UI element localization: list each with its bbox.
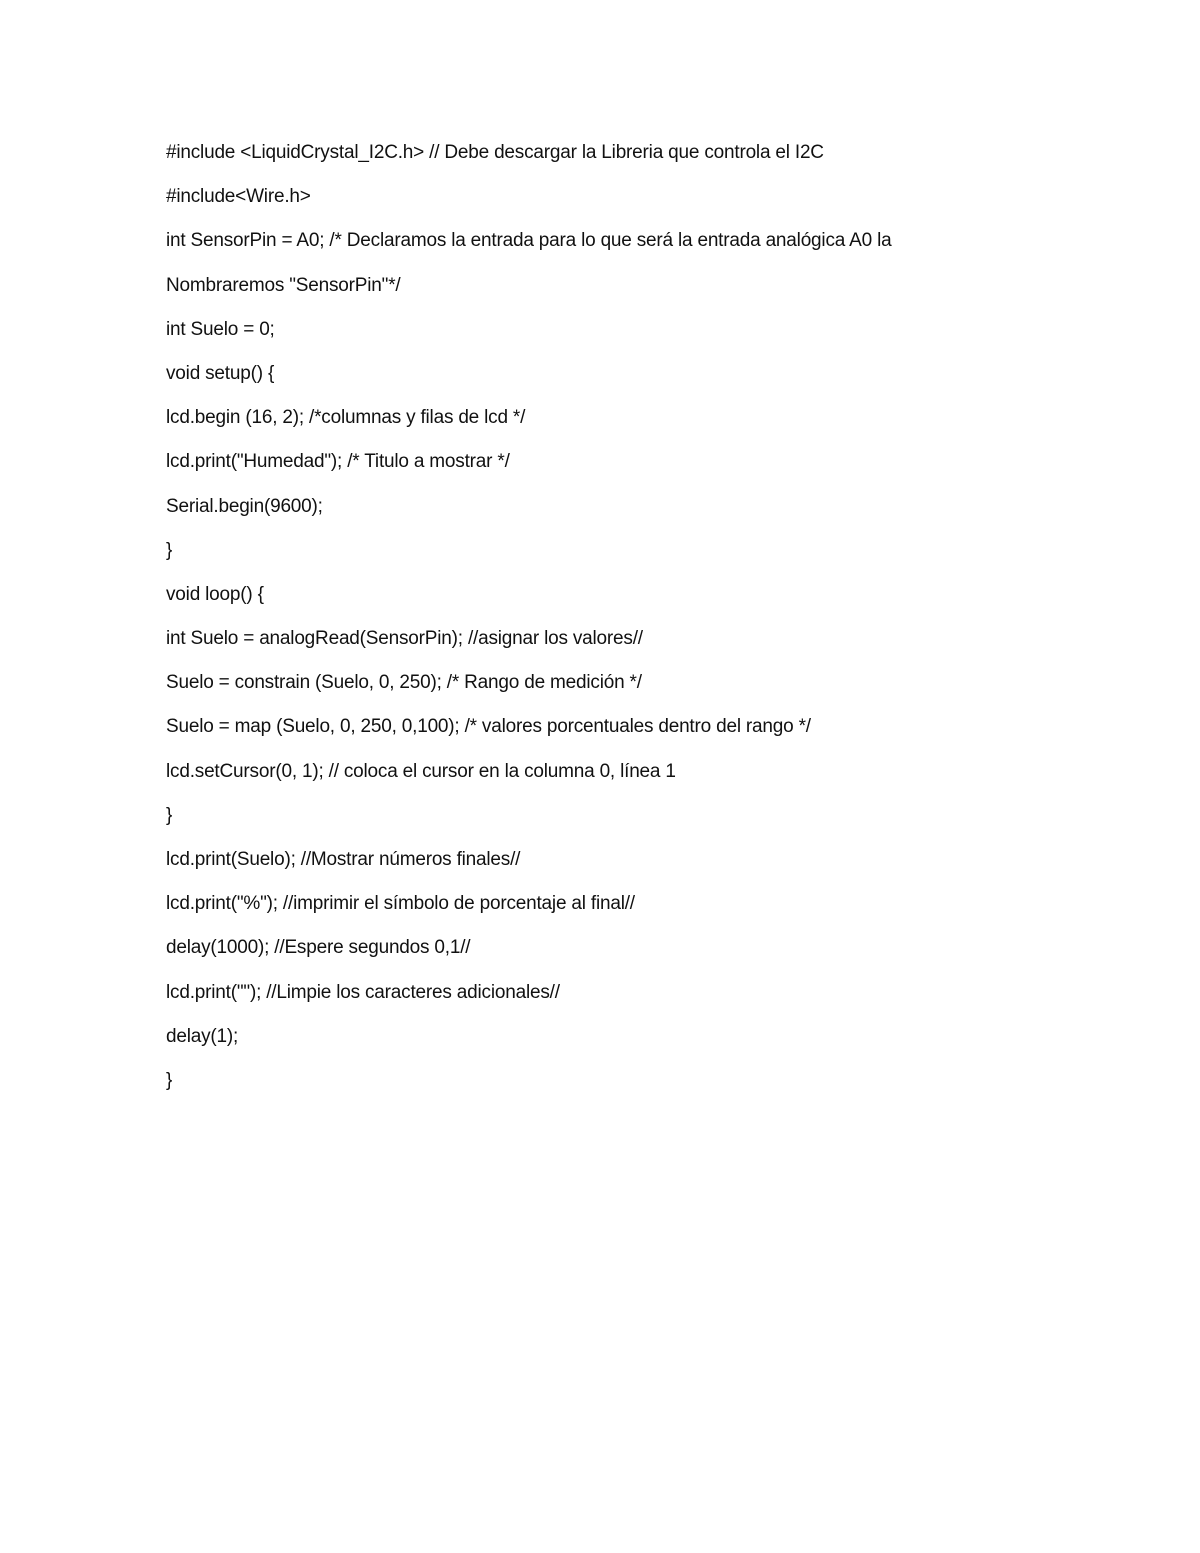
code-line-lcd-print-percent: lcd.print("%"); //imprimir el símbolo de porcentaje al final// xyxy=(166,893,635,915)
code-line-sensorpin-comment: Nombraremos "SensorPin"*/ xyxy=(166,274,401,296)
code-line-map: Suelo = map (Suelo, 0, 250, 0,100); /* valores porcentuales dentro del rango */ xyxy=(166,716,811,738)
code-line-lcd-begin: lcd.begin (16, 2); /*columnas y filas de lcd */ xyxy=(166,407,526,429)
code-line-delay-1: delay(1); xyxy=(166,1025,239,1047)
code-line-setup-open: void setup() { xyxy=(166,362,275,384)
code-line-suelo-declaration: int Suelo = 0; xyxy=(166,318,275,340)
code-line-lcd-print-clear: lcd.print(""); //Limpie los caracteres adicionales// xyxy=(166,981,560,1003)
code-line-analogread: int Suelo = analogRead(SensorPin); //asignar los valores// xyxy=(166,628,643,650)
code-line-brace-close: } xyxy=(166,804,173,826)
code-line-loop-close: } xyxy=(166,1069,173,1091)
code-line-include-liquidcrystal: #include <LiquidCrystal_I2C.h> // Debe descargar la Libreria que controla el I2C xyxy=(166,142,824,163)
code-line-constrain: Suelo = constrain (Suelo, 0, 250); /* Rango de medición */ xyxy=(166,672,642,694)
code-listing xyxy=(166,138,1146,1110)
code-line-delay-1000: delay(1000); //Espere segundos 0,1// xyxy=(166,937,471,959)
code-line-setcursor: lcd.setCursor(0, 1); // coloca el cursor en la columna 0, línea 1 xyxy=(166,760,676,782)
code-line-include-wire: #include<Wire.h> xyxy=(166,186,311,208)
code-line-loop-open: void loop() { xyxy=(166,583,264,605)
code-line-lcd-print-suelo: lcd.print(Suelo); //Mostrar números finales// xyxy=(166,849,521,870)
code-line-serial-begin: Serial.begin(9600); xyxy=(166,495,323,517)
code-line-lcd-print-title: lcd.print("Humedad"); /* Titulo a mostrar */ xyxy=(166,451,510,473)
code-line-sensorpin-declaration: int SensorPin = A0; /* Declaramos la entrada para lo que será la entrada analógica A0 la xyxy=(166,230,892,252)
code-line-setup-close: } xyxy=(166,539,173,561)
